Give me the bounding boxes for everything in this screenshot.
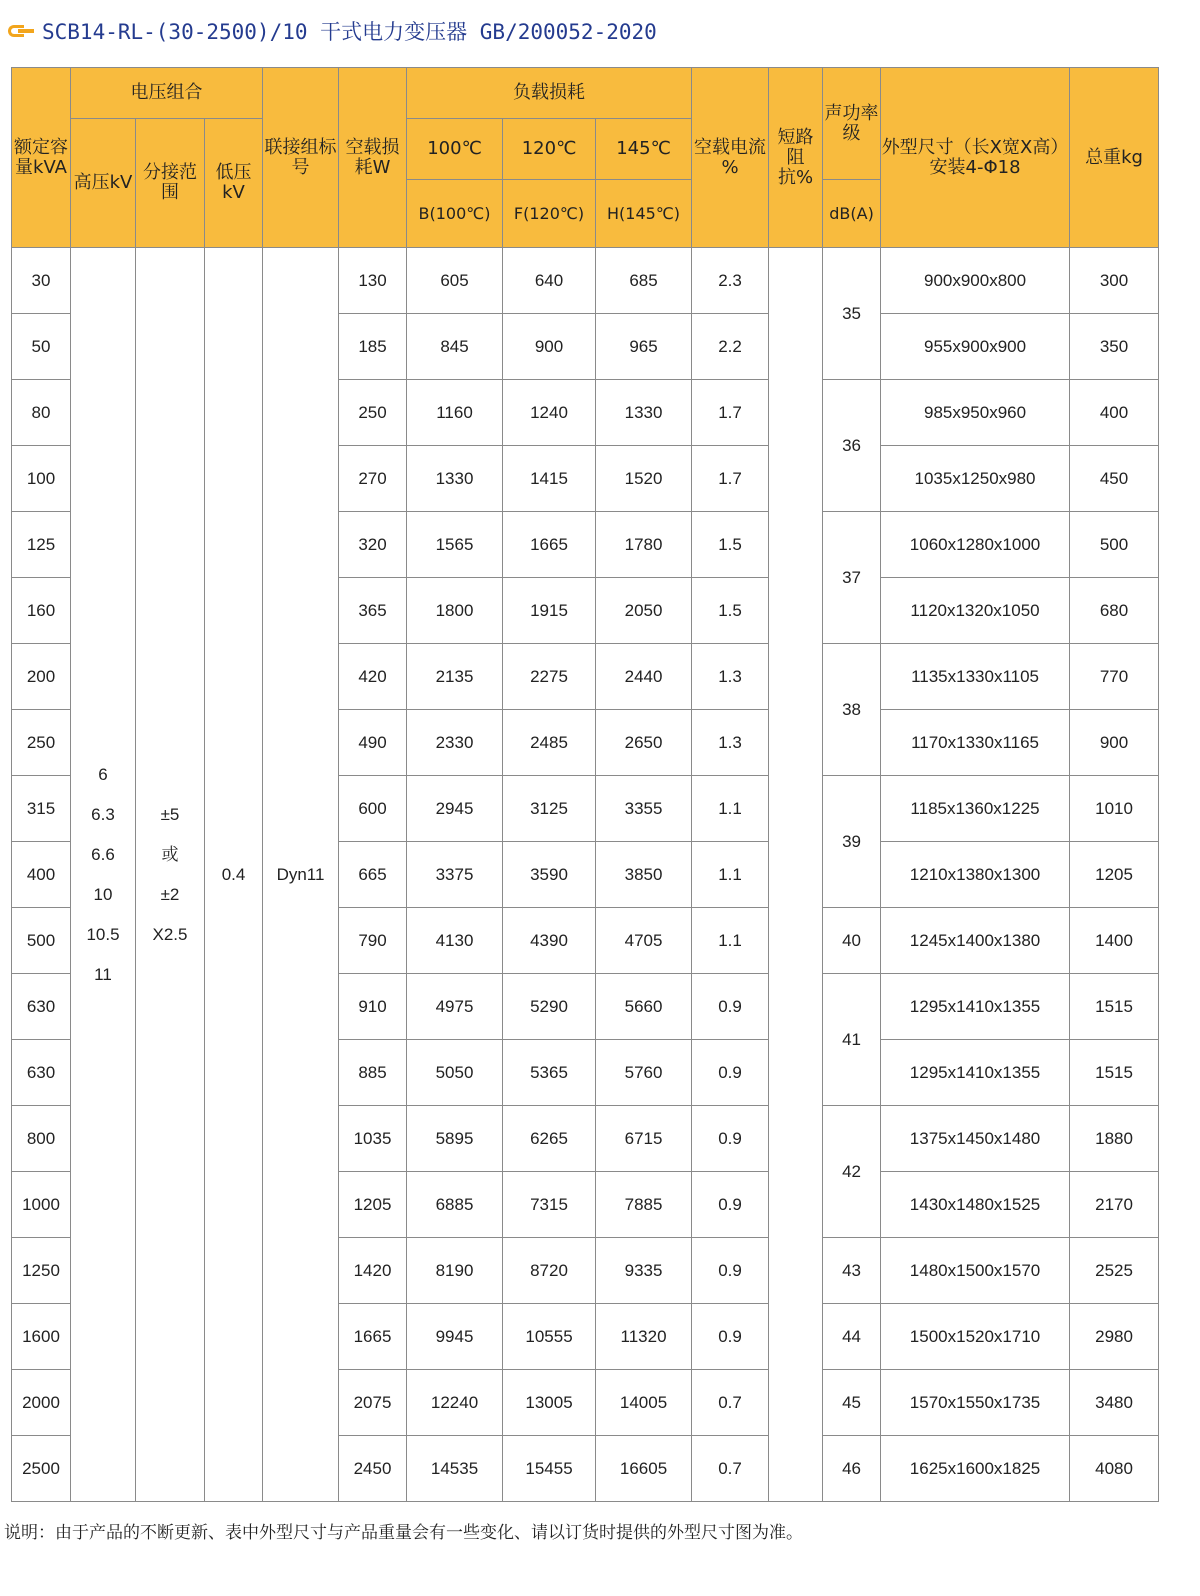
header-f120: F(120℃) [503, 180, 596, 248]
cell-load-loss-h: 3355 [596, 776, 692, 842]
header-db: dB(A) [823, 180, 881, 248]
cell-sound-power: 43 [823, 1238, 881, 1304]
cell-sound-power: 39 [823, 776, 881, 908]
cell-capacity: 125 [12, 512, 71, 578]
cell-dimensions: 1120x1320x1050 [881, 578, 1070, 644]
cell-load-loss-f: 1240 [503, 380, 596, 446]
cell-load-loss-f: 640 [503, 248, 596, 314]
cell-load-loss-b: 605 [407, 248, 503, 314]
cell-load-loss-h: 14005 [596, 1370, 692, 1436]
cell-dimensions: 1430x1480x1525 [881, 1172, 1070, 1238]
cell-load-loss-f: 10555 [503, 1304, 596, 1370]
cell-dimensions: 900x900x800 [881, 248, 1070, 314]
cell-weight: 2170 [1070, 1172, 1159, 1238]
header-vector-group: 联接组标号 [263, 68, 339, 248]
cell-no-load-current: 1.5 [692, 512, 769, 578]
cell-load-loss-f: 3590 [503, 842, 596, 908]
spec-table [11, 67, 1159, 1502]
header-load-loss: 负载损耗 [407, 68, 692, 119]
hv-value: 6 [98, 764, 108, 784]
cell-capacity: 1250 [12, 1238, 71, 1304]
cell-no-load-loss: 270 [339, 446, 407, 512]
cell-dimensions: 1185x1360x1225 [881, 776, 1070, 842]
cell-no-load-current: 1.3 [692, 644, 769, 710]
cell-no-load-current: 0.9 [692, 1040, 769, 1106]
cell-load-loss-h: 11320 [596, 1304, 692, 1370]
cell-dimensions: 1295x1410x1355 [881, 974, 1070, 1040]
cell-sound-power: 37 [823, 512, 881, 644]
cell-sound-power: 41 [823, 974, 881, 1106]
hv-value: 10.5 [86, 924, 120, 944]
cell-sound-power: 40 [823, 908, 881, 974]
cell-no-load-loss: 320 [339, 512, 407, 578]
tap-value: 或 [161, 844, 179, 864]
cell-load-loss-f: 13005 [503, 1370, 596, 1436]
cell-load-loss-b: 8190 [407, 1238, 503, 1304]
cell-capacity: 250 [12, 710, 71, 776]
cell-sound-power: 36 [823, 380, 881, 512]
header-short-circuit: 短路阻抗% [769, 68, 823, 248]
cell-no-load-current: 1.5 [692, 578, 769, 644]
cell-load-loss-b: 1160 [407, 380, 503, 446]
footnote: 说明：由于产品的不断更新、表中外型尺寸与产品重量会有一些变化、请以订货时提供的外型尺寸图为准。 [4, 1523, 803, 1543]
cell-no-load-loss: 365 [339, 578, 407, 644]
cell-no-load-loss: 1665 [339, 1304, 407, 1370]
cell-no-load-loss: 1035 [339, 1106, 407, 1172]
cell-load-loss-h: 1520 [596, 446, 692, 512]
cell-load-loss-h: 6715 [596, 1106, 692, 1172]
hv-value: 6.3 [91, 804, 115, 824]
cell-no-load-current: 1.3 [692, 710, 769, 776]
cell-load-loss-h: 2650 [596, 710, 692, 776]
cell-load-loss-f: 5365 [503, 1040, 596, 1106]
tap-value: ±5 [160, 804, 180, 824]
cell-capacity: 160 [12, 578, 71, 644]
cell-no-load-loss: 1420 [339, 1238, 407, 1304]
cell-weight: 3480 [1070, 1370, 1159, 1436]
cell-no-load-loss: 2450 [339, 1436, 407, 1502]
cell-capacity: 1600 [12, 1304, 71, 1370]
cell-sound-power: 46 [823, 1436, 881, 1502]
cell-capacity: 1000 [12, 1172, 71, 1238]
cell-capacity: 315 [12, 776, 71, 842]
table-row [12, 248, 1159, 314]
cell-load-loss-f: 1415 [503, 446, 596, 512]
cell-load-loss-h: 7885 [596, 1172, 692, 1238]
cell-weight: 1205 [1070, 842, 1159, 908]
cell-dimensions: 1375x1450x1480 [881, 1106, 1070, 1172]
cell-no-load-current: 2.3 [692, 248, 769, 314]
header-no-load-loss: 空载损耗W [339, 68, 407, 248]
cell-no-load-loss: 600 [339, 776, 407, 842]
cell-no-load-current: 0.7 [692, 1370, 769, 1436]
cell-hv-values [71, 248, 136, 1502]
cell-load-loss-f: 1665 [503, 512, 596, 578]
cell-load-loss-h: 685 [596, 248, 692, 314]
cell-load-loss-b: 1800 [407, 578, 503, 644]
cell-load-loss-h: 3850 [596, 842, 692, 908]
cell-load-loss-b: 1565 [407, 512, 503, 578]
cell-dimensions: 1570x1550x1735 [881, 1370, 1070, 1436]
cell-no-load-current: 1.1 [692, 776, 769, 842]
cell-load-loss-h: 1330 [596, 380, 692, 446]
cell-dimensions: 1210x1380x1300 [881, 842, 1070, 908]
cell-no-load-loss: 790 [339, 908, 407, 974]
cell-sound-power: 35 [823, 248, 881, 380]
cell-load-loss-f: 15455 [503, 1436, 596, 1502]
cell-dimensions: 1480x1500x1570 [881, 1238, 1070, 1304]
cell-dimensions: 1295x1410x1355 [881, 1040, 1070, 1106]
header-rated-capacity: 额定容量kVA [12, 68, 71, 248]
brand-logo-icon [8, 25, 34, 37]
cell-no-load-current: 0.9 [692, 1304, 769, 1370]
cell-capacity: 630 [12, 974, 71, 1040]
cell-no-load-loss: 420 [339, 644, 407, 710]
cell-no-load-current: 0.7 [692, 1436, 769, 1502]
cell-capacity: 630 [12, 1040, 71, 1106]
cell-vector-group: Dyn11 [263, 248, 339, 1502]
cell-load-loss-f: 2275 [503, 644, 596, 710]
cell-weight: 1515 [1070, 1040, 1159, 1106]
cell-load-loss-h: 5660 [596, 974, 692, 1040]
cell-load-loss-b: 6885 [407, 1172, 503, 1238]
cell-capacity: 400 [12, 842, 71, 908]
tap-value: ±2 [160, 884, 180, 904]
cell-load-loss-b: 4975 [407, 974, 503, 1040]
cell-weight: 680 [1070, 578, 1159, 644]
cell-no-load-loss: 250 [339, 380, 407, 446]
cell-load-loss-h: 5760 [596, 1040, 692, 1106]
cell-no-load-current: 2.2 [692, 314, 769, 380]
cell-sound-power: 42 [823, 1106, 881, 1238]
cell-load-loss-h: 965 [596, 314, 692, 380]
cell-weight: 1515 [1070, 974, 1159, 1040]
cell-no-load-current: 0.9 [692, 1238, 769, 1304]
cell-dimensions: 1500x1520x1710 [881, 1304, 1070, 1370]
header-b100: B(100℃) [407, 180, 503, 248]
title-bar [8, 14, 657, 48]
cell-dimensions: 1170x1330x1165 [881, 710, 1070, 776]
cell-no-load-loss: 490 [339, 710, 407, 776]
cell-dimensions: 955x900x900 [881, 314, 1070, 380]
cell-lv-value: 0.4 [205, 248, 263, 1502]
header-tap-range: 分接范围 [136, 119, 205, 248]
cell-no-load-loss: 130 [339, 248, 407, 314]
tap-value: X2.5 [152, 924, 188, 944]
cell-load-loss-f: 5290 [503, 974, 596, 1040]
cell-load-loss-f: 1915 [503, 578, 596, 644]
cell-no-load-loss: 1205 [339, 1172, 407, 1238]
cell-load-loss-f: 2485 [503, 710, 596, 776]
cell-no-load-current: 1.1 [692, 842, 769, 908]
cell-load-loss-f: 900 [503, 314, 596, 380]
hv-value: 11 [94, 964, 112, 984]
cell-no-load-current: 0.9 [692, 974, 769, 1040]
header-hv: 高压kV [71, 119, 136, 248]
header-weight: 总重kg [1070, 68, 1159, 248]
cell-load-loss-h: 4705 [596, 908, 692, 974]
cell-dimensions: 1035x1250x980 [881, 446, 1070, 512]
cell-weight: 770 [1070, 644, 1159, 710]
cell-capacity: 30 [12, 248, 71, 314]
cell-dimensions: 1060x1280x1000 [881, 512, 1070, 578]
cell-weight: 500 [1070, 512, 1159, 578]
cell-load-loss-b: 5895 [407, 1106, 503, 1172]
header-h145: H(145℃) [596, 180, 692, 248]
header-sound-power: 声功率级 [823, 68, 881, 180]
cell-weight: 400 [1070, 380, 1159, 446]
cell-load-loss-b: 2330 [407, 710, 503, 776]
cell-load-loss-b: 845 [407, 314, 503, 380]
hv-value: 10 [93, 884, 113, 904]
cell-no-load-loss: 185 [339, 314, 407, 380]
header-t100: 100℃ [407, 119, 503, 180]
cell-no-load-loss: 665 [339, 842, 407, 908]
cell-weight: 4080 [1070, 1436, 1159, 1502]
cell-short-circuit [769, 248, 823, 1502]
cell-weight: 2980 [1070, 1304, 1159, 1370]
cell-capacity: 80 [12, 380, 71, 446]
cell-load-loss-b: 12240 [407, 1370, 503, 1436]
cell-capacity: 2500 [12, 1436, 71, 1502]
cell-no-load-current: 1.1 [692, 908, 769, 974]
cell-load-loss-f: 8720 [503, 1238, 596, 1304]
hv-value: 6.6 [91, 844, 115, 864]
header-no-load-current: 空载电流 % [692, 68, 769, 248]
cell-load-loss-h: 1780 [596, 512, 692, 578]
cell-no-load-loss: 885 [339, 1040, 407, 1106]
header-t145: 145℃ [596, 119, 692, 180]
cell-load-loss-b: 5050 [407, 1040, 503, 1106]
cell-capacity: 200 [12, 644, 71, 710]
cell-weight: 1400 [1070, 908, 1159, 974]
header-lv: 低压kV [205, 119, 263, 248]
cell-dimensions: 1135x1330x1105 [881, 644, 1070, 710]
cell-weight: 350 [1070, 314, 1159, 380]
cell-load-loss-h: 9335 [596, 1238, 692, 1304]
cell-no-load-current: 0.9 [692, 1106, 769, 1172]
cell-capacity: 100 [12, 446, 71, 512]
cell-no-load-current: 0.9 [692, 1172, 769, 1238]
cell-load-loss-f: 3125 [503, 776, 596, 842]
cell-capacity: 500 [12, 908, 71, 974]
cell-no-load-current: 1.7 [692, 446, 769, 512]
cell-sound-power: 45 [823, 1370, 881, 1436]
cell-load-loss-f: 7315 [503, 1172, 596, 1238]
cell-weight: 1880 [1070, 1106, 1159, 1172]
cell-load-loss-f: 6265 [503, 1106, 596, 1172]
cell-capacity: 2000 [12, 1370, 71, 1436]
header-t120: 120℃ [503, 119, 596, 180]
cell-load-loss-b: 2945 [407, 776, 503, 842]
cell-sound-power: 44 [823, 1304, 881, 1370]
cell-load-loss-b: 3375 [407, 842, 503, 908]
cell-weight: 2525 [1070, 1238, 1159, 1304]
cell-weight: 900 [1070, 710, 1159, 776]
header-voltage-combo: 电压组合 [71, 68, 263, 119]
page-title: SCB14-RL-(30-2500)/10 干式电力变压器 GB/200052-2020 [42, 20, 657, 44]
cell-dimensions: 1625x1600x1825 [881, 1436, 1070, 1502]
cell-load-loss-h: 2050 [596, 578, 692, 644]
cell-load-loss-b: 1330 [407, 446, 503, 512]
cell-tap-values [136, 248, 205, 1502]
cell-load-loss-f: 4390 [503, 908, 596, 974]
cell-dimensions: 1245x1400x1380 [881, 908, 1070, 974]
cell-weight: 450 [1070, 446, 1159, 512]
cell-weight: 300 [1070, 248, 1159, 314]
cell-load-loss-b: 14535 [407, 1436, 503, 1502]
cell-weight: 1010 [1070, 776, 1159, 842]
cell-sound-power: 38 [823, 644, 881, 776]
cell-load-loss-b: 2135 [407, 644, 503, 710]
cell-load-loss-h: 2440 [596, 644, 692, 710]
cell-capacity: 50 [12, 314, 71, 380]
cell-no-load-loss: 910 [339, 974, 407, 1040]
cell-load-loss-b: 4130 [407, 908, 503, 974]
header-dimensions: 外型尺寸（长X宽X高） 安装4-Φ18 [881, 68, 1070, 248]
cell-no-load-current: 1.7 [692, 380, 769, 446]
cell-load-loss-b: 9945 [407, 1304, 503, 1370]
cell-dimensions: 985x950x960 [881, 380, 1070, 446]
cell-load-loss-h: 16605 [596, 1436, 692, 1502]
cell-capacity: 800 [12, 1106, 71, 1172]
cell-no-load-loss: 2075 [339, 1370, 407, 1436]
